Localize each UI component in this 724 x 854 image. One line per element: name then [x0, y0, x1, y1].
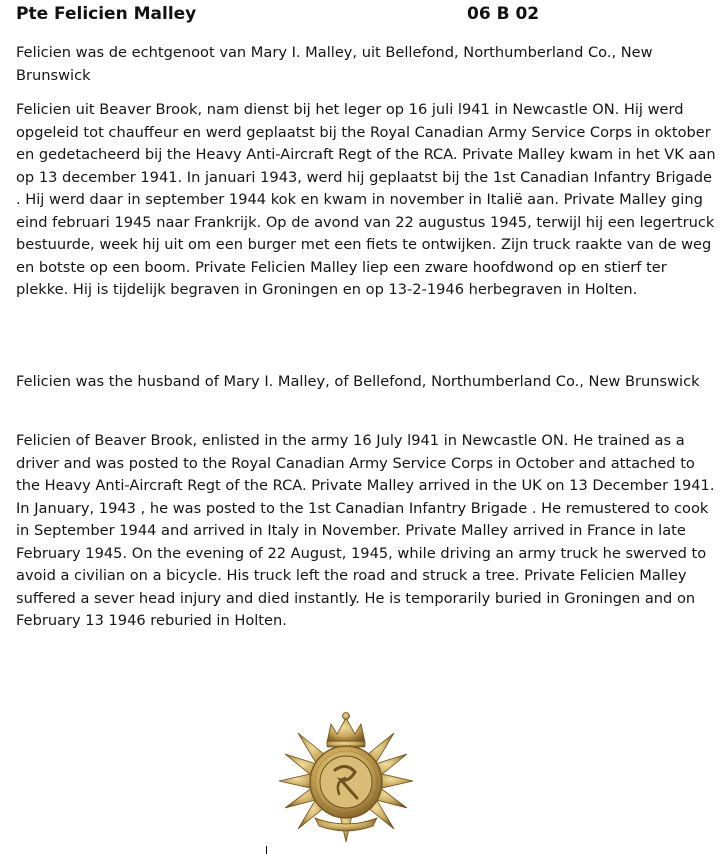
text-cursor-mark [266, 846, 267, 854]
dutch-intro-paragraph: Felicien was de echtgenoot van Mary I. Malley, uit Bellefond, Northumberland Co., New Brunswick [16, 44, 653, 84]
english-bio-paragraph: Felicien of Beaver Brook, enlisted in the army 16 July l941 in Newcastle ON. He trained as a driver and was posted to the Royal Canadian Army Service Corps in October and attached to the Heavy Anti-Aircraft Regt of the RCA. Private Malley arrived in the UK on 13 December 1941. In January, 1943 , he was posted to the 1st Canadian Infantry Brigade . He remustered to cook in September 1944 and arrived in Italy in November. Private Malley arrived in France in late February 1945. On the evening of 22 August, 1945, while driving an army truck he swerved to avoid a civilian on a bicycle. His truck left the road and struck a tree. Private Felicien Malley suffered a sever head injury and died instantly. He is temporarily buried in Groningen and on February 13 1946 reburied in Holten. [16, 432, 715, 629]
header [16, 4, 706, 28]
english-intro-paragraph: Felicien was the husband of Mary I. Malley, of Bellefond, Northumberland Co., New Brunswick [16, 373, 700, 390]
cap-badge-icon [265, 702, 427, 854]
dutch-bio-paragraph: Felicien uit Beaver Brook, nam dienst bij het leger op 16 juli l941 in Newcastle ON. Hij werd opgeleid tot chauffeur en werd geplaatst bij the Royal Canadian Army Service Corps in oktober en gedetacheerd bij the Heavy Anti-Aircraft Regt of the RCA. Private Malley kwam in het VK aan op 13 december 1941. In januari 1943, werd hij geplaatst bij the 1st Canadian Infantry Brigade . Hij werd daar in september 1944 kok en kwam in november in Italië aan. Private Malley ging eind februari 1945 naar Frankrijk. Op de avond van 22 augustus 1945, terwijl hij een legertruck bestuurde, week hij uit om een burger met een fiets te ontwijken. Zijn truck raakte van de weg en botste op een boom. Private Felicien Malley liep een zware hoofdwond op en stierf ter plekke. Hij is tijdelijk begraven in Groningen en op 13-2-1946 herbegraven in Holten. [16, 101, 716, 298]
soldier-name: Pte Felicien Malley [16, 4, 197, 24]
cap-badge-image [265, 702, 427, 854]
grave-reference: 06 B 02 [467, 4, 540, 24]
